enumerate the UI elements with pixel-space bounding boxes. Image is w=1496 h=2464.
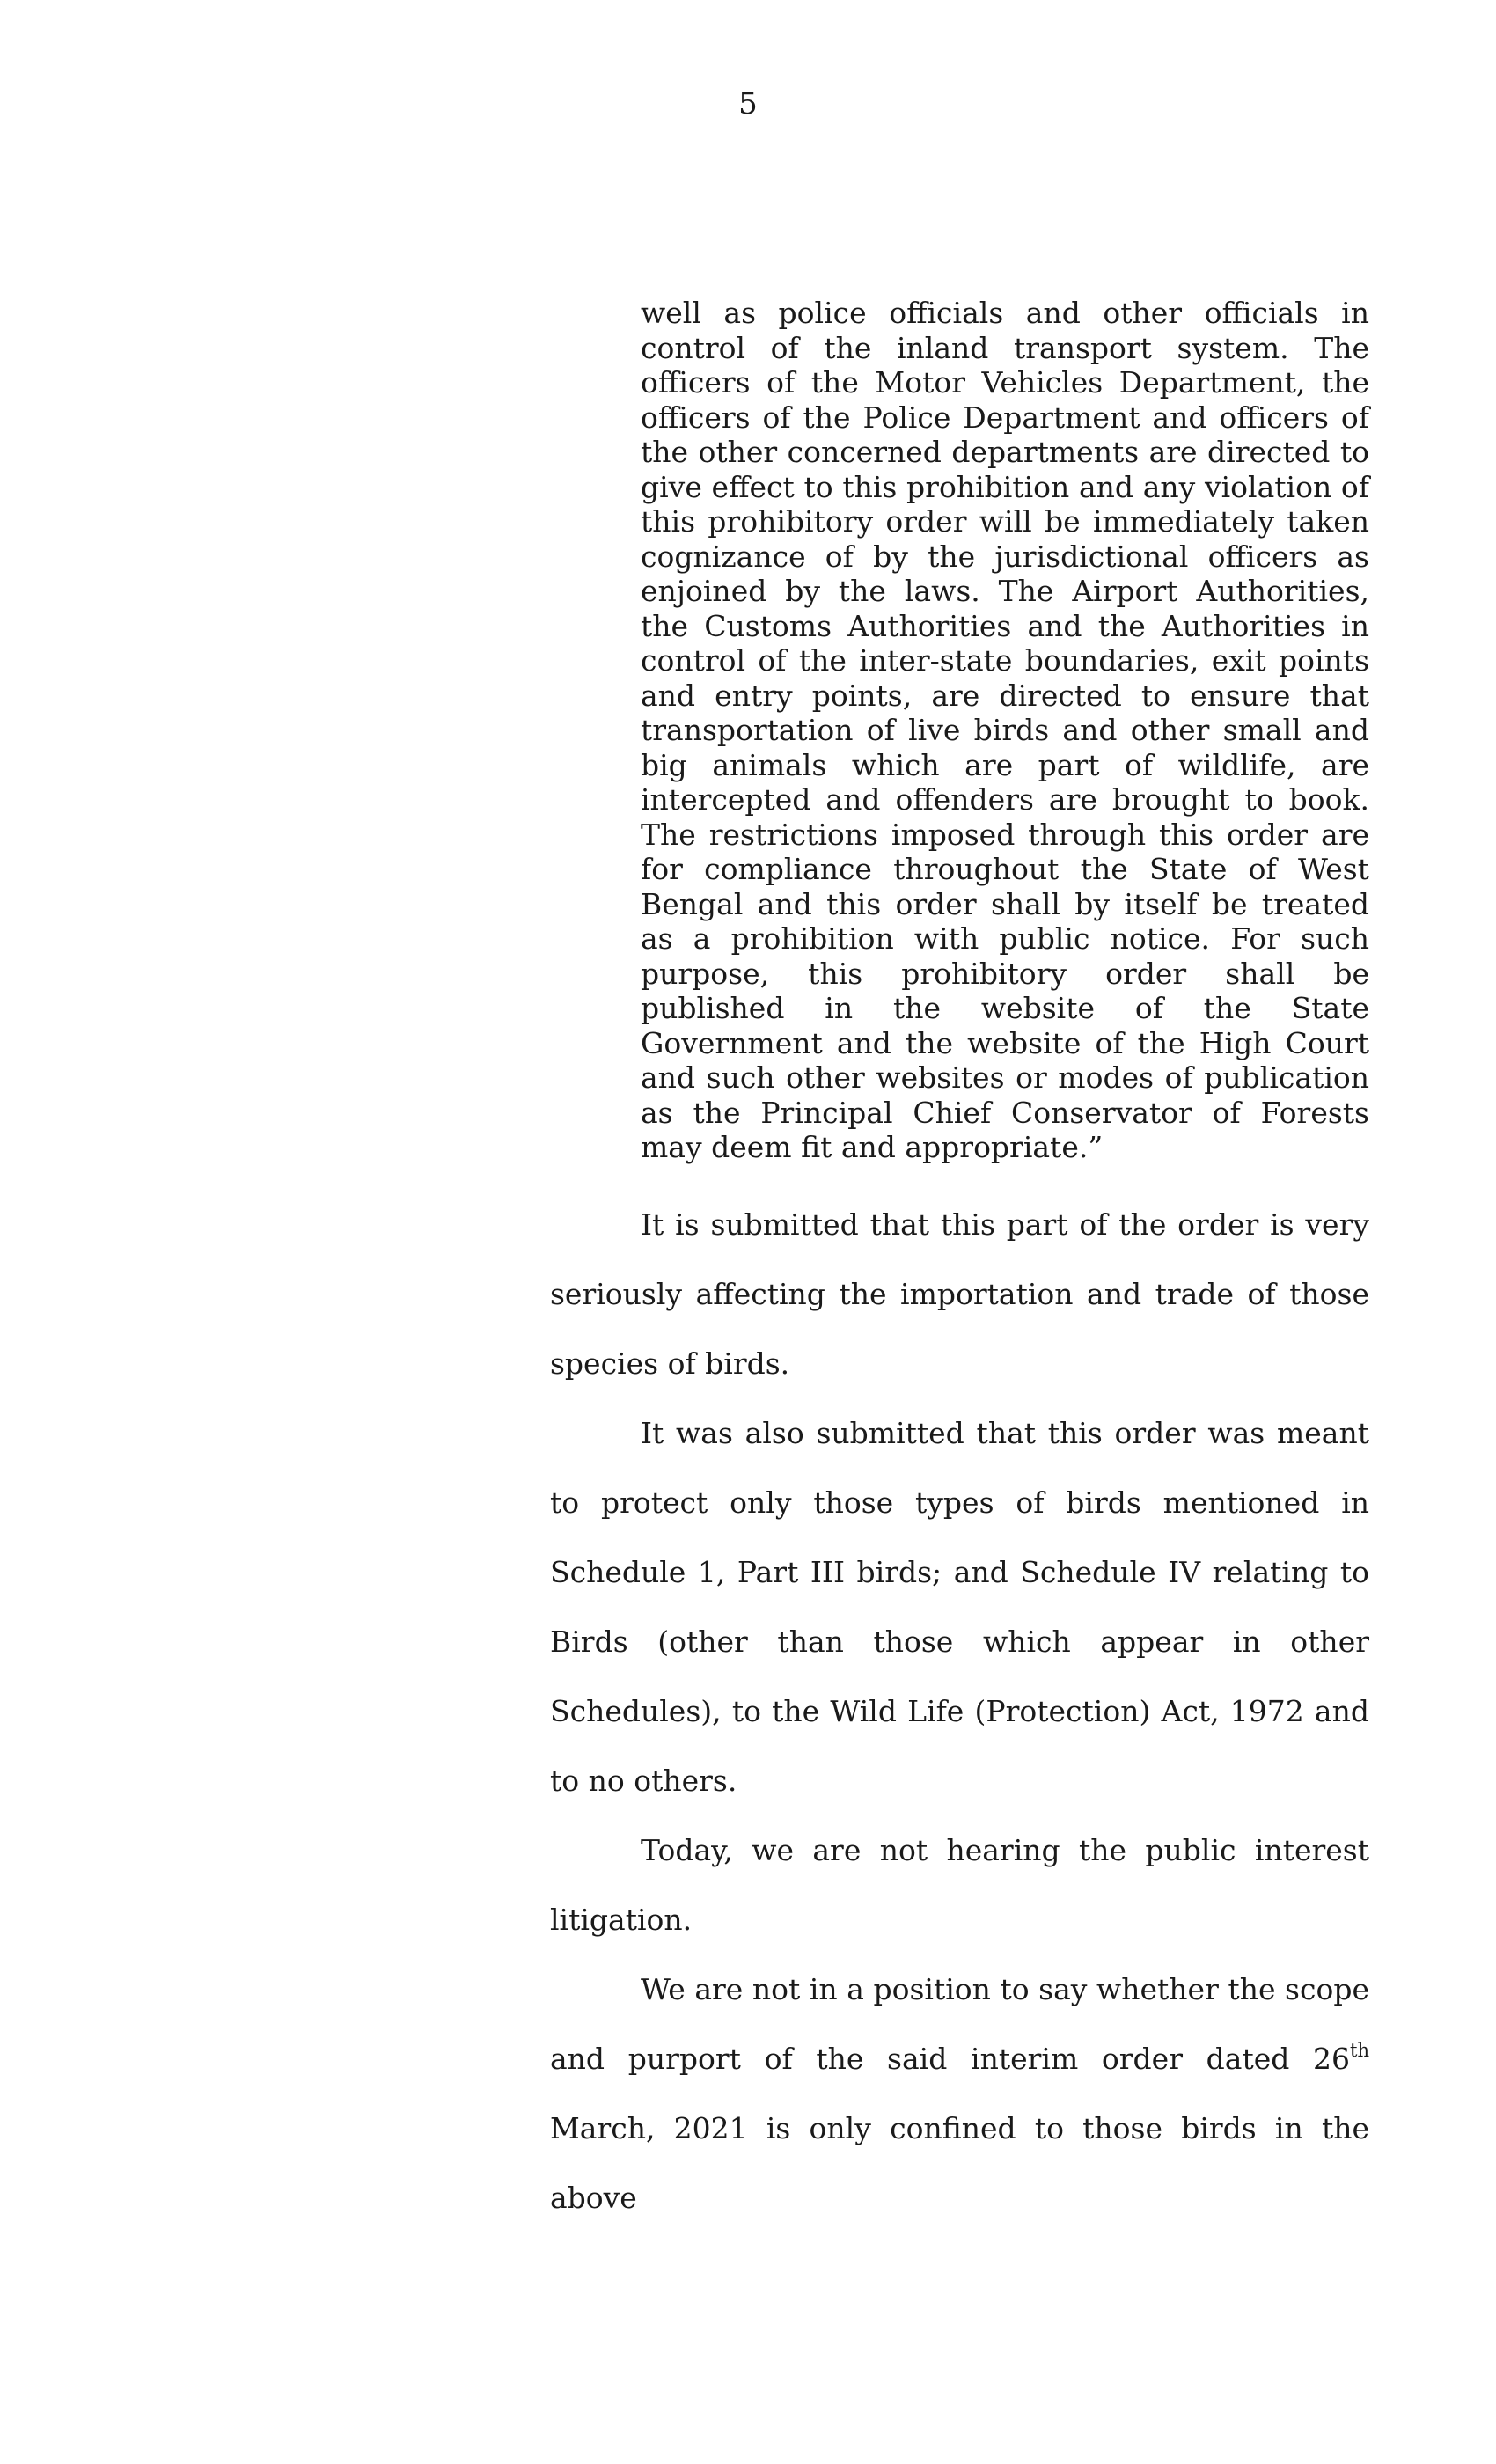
- paragraph-schedule-scope: It was also submitted that this order was meant to protect only those types of birds mentioned in Schedule 1, Part III birds; and Schedule IV relating to Birds (other than those which appear in other Schedules), to the Wild Life (Protection) Act, 1972 and to no others.: [550, 1416, 1369, 1798]
- page-number: 5: [738, 86, 758, 121]
- body-text: [550, 1190, 1369, 2233]
- paragraph-interim-order: [550, 1954, 1369, 2233]
- paragraph-submission: It is submitted that this part of the order is very seriously affecting the importation and trade of those species of birds.: [550, 1207, 1369, 1381]
- interim-order-text-start: We are not in a position to say whether the scope and purport of the said interim order dated 26: [550, 1972, 1369, 2076]
- paragraph-pil-hearing: Today, we are not hearing the public interest litigation.: [550, 1833, 1369, 1937]
- interim-order-text-end: March, 2021 is only confined to those birds in the above: [550, 2111, 1369, 2215]
- date-ordinal-suffix: th: [1350, 2040, 1369, 2061]
- quoted-order-text: well as police officials and other officials in control of the inland transport system. The officers of the Motor Vehicles Department, the officers of the Police Department and officers of the other concerned departments are directed to give effect to this prohibition and any violation of this prohibitory order will be immediately taken cognizance of by the jurisdictional officers as enjoined by the laws. The Airport Authorities, the Customs Authorities and the Authorities in control of the inter-state boundaries, exit points and entry points, are directed to ensure that transportation of live birds and other small and big animals which are part of wildlife, are intercepted and offenders are brought to book. The restrictions imposed through this order are for compliance throughout the State of West Bengal and this order shall by itself be treated as a prohibition with public notice. For such purpose, this prohibitory order shall be published in the website of the State Government and the website of the High Court and such other websites or modes of publication as the Principal Chief Conservator of Forests may deem fit and appropriate.”: [641, 296, 1369, 1164]
